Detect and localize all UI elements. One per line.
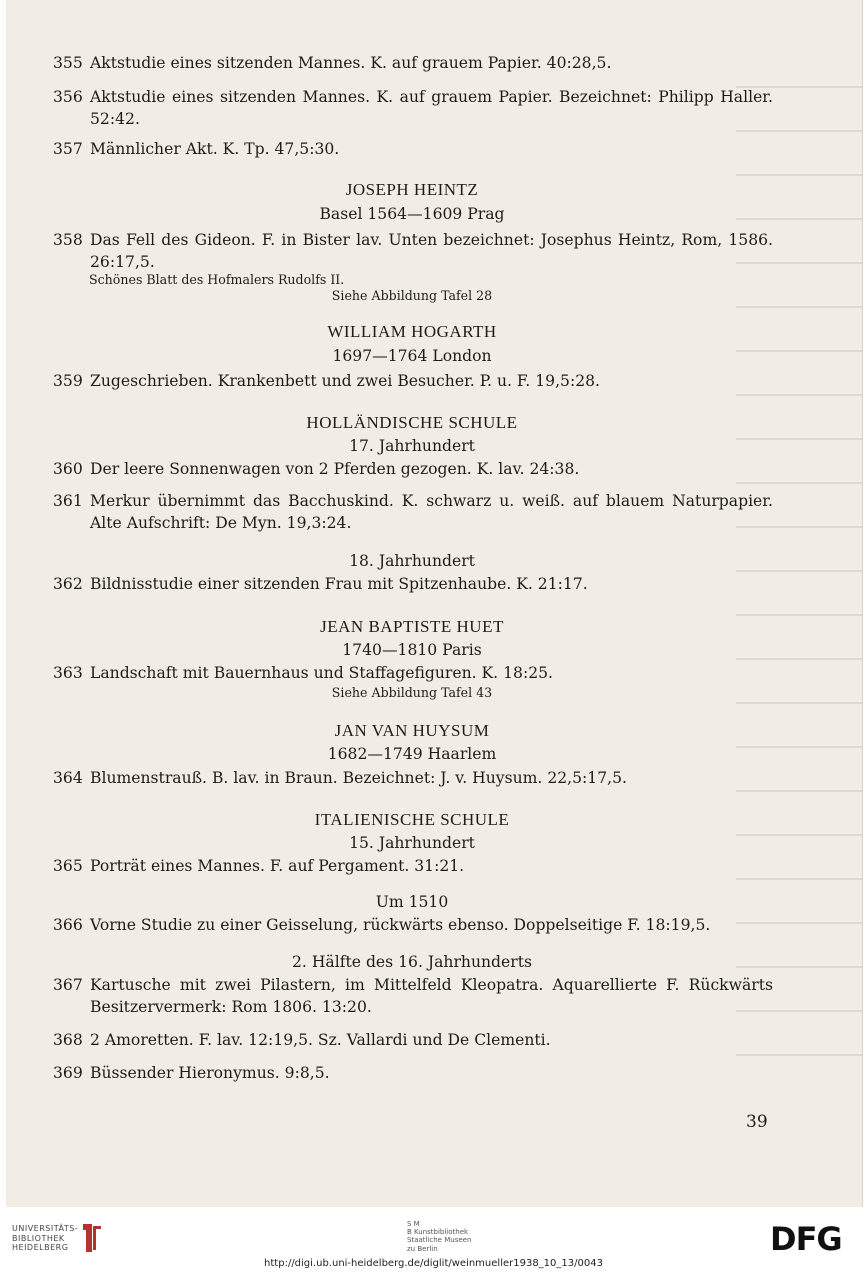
entry-text: Zugeschrieben. Krankenbett und zwei Besucher. P. u. F. 19,5:28. — [90, 372, 600, 390]
entry-number: 366 — [53, 916, 83, 934]
university-line: BIBLIOTHEK — [12, 1233, 65, 1243]
catalog-entry-363 — [53, 662, 773, 684]
entry-text: Kartusche mit zwei Pilastern, im Mittelfeld Kleopatra. Aquarellierte F. Rückwärts Besitzervermerk: Rom 1806. 13:20. — [90, 976, 773, 1016]
catalog-entry-356 — [53, 86, 773, 130]
sm-line: zu Berlin — [407, 1244, 438, 1253]
artist-heading-huet: JEAN BAPTISTE HUET — [320, 617, 504, 636]
sm-line: B Kunstbibliothek — [407, 1228, 469, 1237]
university-emblem-icon — [80, 1220, 104, 1256]
artist-heading-huysum: JAN VAN HUYSUM — [334, 721, 490, 740]
university-line: HEIDELBERG — [12, 1243, 69, 1252]
entry-text: Vorne Studie zu einer Geisselung, rückwärts ebenso. Doppelseitige F. 18:19,5. — [90, 916, 711, 934]
artist-dates-hogarth: 1697—1764 London — [332, 347, 492, 365]
period-heading-16th: 2. Hälfte des 16. Jahrhunderts — [292, 953, 532, 971]
period-heading-1510: Um 1510 — [375, 893, 449, 911]
dfg-logo[interactable]: DFG — [770, 1220, 842, 1258]
catalog-entry-359 — [53, 370, 773, 392]
entry-text: Blumenstrauß. B. lav. in Braun. Bezeichnet: J. v. Huysum. 22,5:17,5. — [90, 769, 627, 787]
entry-number: 361 — [53, 492, 83, 510]
entry-text: Männlicher Akt. K. Tp. 47,5:30. — [90, 140, 340, 158]
century-heading-18: 18. Jahrhundert — [349, 552, 475, 570]
entry-text: Das Fell des Gideon. F. in Bister lav. Unten bezeichnet: Josephus Heintz, Rom, 1586. 26:17,5. — [90, 231, 773, 271]
catalog-entry-358 — [53, 229, 773, 273]
entry-text: Merkur übernimmt das Bacchuskind. K. schwarz u. weiß. auf blauem Naturpapier. Alte Aufschrift: De Myn. 19,3:24. — [90, 492, 773, 532]
artist-heading-heintz: JOSEPH HEINTZ — [345, 180, 479, 199]
entry-number: 360 — [53, 460, 83, 478]
catalog-entry-360 — [53, 458, 773, 480]
entry-note-358: Schönes Blatt des Hofmalers Rudolfs II. — [89, 272, 345, 287]
artist-dates-huysum: 1682—1749 Haarlem — [327, 745, 497, 763]
catalog-entry-369 — [53, 1062, 773, 1084]
catalog-entry-365 — [53, 855, 773, 877]
entry-number: 357 — [53, 140, 83, 158]
catalog-entry-362 — [53, 573, 773, 595]
scanned-page — [6, 0, 863, 1207]
catalog-entry-366 — [53, 914, 773, 936]
plate-reference-358: Siehe Abbildung Tafel 28 — [331, 288, 493, 303]
entry-number: 363 — [53, 664, 83, 682]
plate-reference-363: Siehe Abbildung Tafel 43 — [331, 685, 493, 700]
sm-line: S M — [407, 1220, 420, 1228]
catalog-entry-364 — [53, 767, 773, 789]
entry-text: Aktstudie eines sitzenden Mannes. K. auf grauem Papier. 40:28,5. — [90, 54, 612, 72]
entry-text: Bildnisstudie einer sitzenden Frau mit Spitzenhaube. K. 21:17. — [90, 575, 588, 593]
artist-dates-heintz: Basel 1564—1609 Prag — [319, 205, 505, 223]
school-heading-italienisch: ITALIENISCHE SCHULE — [314, 810, 510, 829]
sm-berlin-logo[interactable] — [407, 1220, 471, 1253]
century-heading-15: 15. Jahrhundert — [349, 834, 475, 852]
entry-text: Aktstudie eines sitzenden Mannes. K. auf grauem Papier. Bezeichnet: Philipp Haller. 52:42. — [90, 88, 773, 128]
entry-number: 359 — [53, 372, 83, 390]
catalog-entry-357 — [53, 138, 773, 160]
century-heading-17: 17. Jahrhundert — [349, 437, 475, 455]
entry-text: Porträt eines Mannes. F. auf Pergament. 31:21. — [90, 857, 465, 875]
artist-heading-hogarth: WILLIAM HOGARTH — [327, 322, 497, 341]
sm-line: Staatliche Museen — [407, 1236, 472, 1245]
catalog-entry-355 — [53, 52, 773, 74]
catalog-entry-368 — [53, 1029, 773, 1051]
entry-text: Landschaft mit Bauernhaus und Staffagefiguren. K. 18:25. — [90, 664, 553, 682]
entry-text: Der leere Sonnenwagen von 2 Pferden gezogen. K. lav. 24:38. — [90, 460, 580, 478]
university-line: UNIVERSITÄTS- — [12, 1224, 79, 1233]
entry-text: 2 Amoretten. F. lav. 12:19,5. Sz. Vallardi und De Clementi. — [90, 1031, 551, 1049]
entry-number: 356 — [53, 88, 83, 106]
entry-text: Büssender Hieronymus. 9:8,5. — [90, 1064, 330, 1082]
school-heading-hollaendisch: HOLLÄNDISCHE SCHULE — [306, 413, 518, 432]
entry-number: 368 — [53, 1031, 83, 1049]
entry-number: 355 — [53, 54, 83, 72]
entry-number: 367 — [53, 976, 83, 994]
entry-number: 362 — [53, 575, 83, 593]
entry-number: 369 — [53, 1064, 83, 1082]
catalog-entry-367 — [53, 974, 773, 1018]
university-library-logo[interactable] — [12, 1224, 78, 1253]
page-number: 39 — [746, 1112, 768, 1132]
entry-number: 364 — [53, 769, 83, 787]
permalink-url[interactable]: http://digi.ub.uni-heidelberg.de/diglit/weinmueller1938_10_13/0043 — [264, 1258, 603, 1269]
entry-number: 365 — [53, 857, 83, 875]
catalog-entry-361 — [53, 490, 773, 534]
artist-dates-huet: 1740—1810 Paris — [342, 641, 482, 659]
entry-number: 358 — [53, 231, 83, 249]
